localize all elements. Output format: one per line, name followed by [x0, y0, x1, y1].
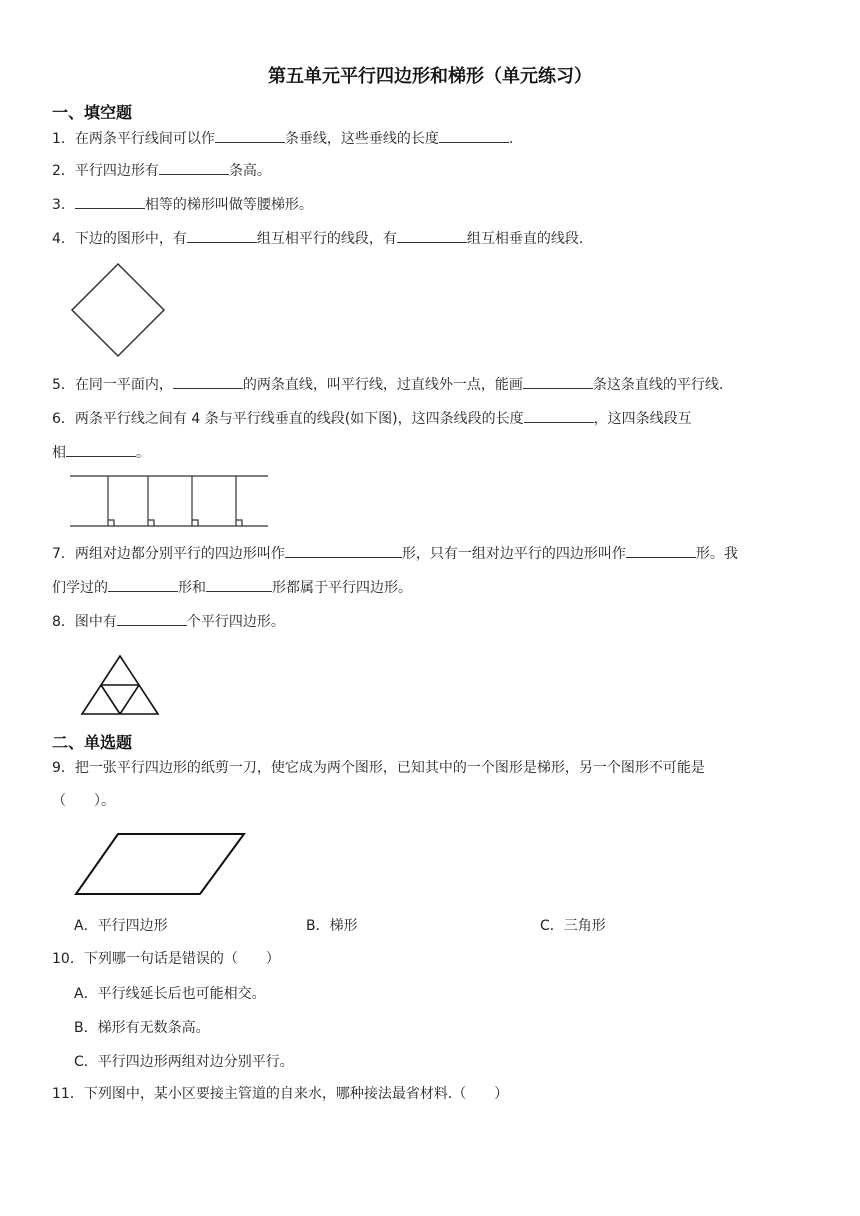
q9-option-c[interactable]: C．三角形 — [540, 918, 606, 934]
q4-blank-1[interactable] — [187, 228, 257, 243]
question-7-continued — [52, 577, 412, 598]
q4-text-c: 组互相垂直的线段. — [466, 231, 584, 247]
q5-blank-2[interactable] — [523, 374, 593, 389]
q7-text-d: 们学过的 — [52, 580, 108, 596]
q1-text-b: 条垂线，这些垂线的长度 — [284, 131, 439, 147]
question-3 — [52, 194, 313, 215]
question-10: 10．下列哪一句话是错误的（ ） — [52, 951, 280, 967]
q6-blank-1[interactable] — [524, 408, 594, 423]
q8-text-a: 8．图中有 — [52, 614, 117, 630]
question-11: 11．下列图中，某小区要接主管道的自来水，哪种接法最省材料.（ ） — [52, 1086, 509, 1102]
q8-blank-1[interactable] — [117, 611, 187, 626]
q6-text-a: 6．两条平行线之间有 4 条与平行线垂直的线段(如下图)，这四条线段的长度 — [52, 411, 524, 427]
q6-blank-2[interactable] — [66, 442, 136, 457]
question-9-paren: （ ）。 — [52, 793, 115, 809]
q4-text-b: 组互相平行的线段，有 — [256, 231, 397, 247]
question-5 — [52, 374, 723, 395]
q2-blank-1[interactable] — [159, 160, 229, 175]
section-single-choice: 二、单选题 — [52, 733, 133, 752]
q1-text-c: . — [508, 131, 514, 147]
q8-text-b: 个平行四边形。 — [186, 614, 285, 630]
q2-text-a: 2．平行四边形有 — [52, 163, 159, 179]
q2-text-b: 条高。 — [228, 163, 271, 179]
square-diagram — [66, 260, 170, 360]
q7-blank-2[interactable] — [626, 543, 696, 558]
q5-blank-1[interactable] — [173, 374, 243, 389]
parallel-lines-diagram — [70, 470, 272, 532]
page-title: 第五单元平行四边形和梯形（单元练习） — [268, 66, 592, 87]
q3-blank-1[interactable] — [75, 194, 145, 209]
q7-blank-1[interactable] — [285, 543, 402, 558]
q7-text-b: 形，只有一组对边平行的四边形叫作 — [401, 546, 626, 562]
q3-text-a: 3． — [52, 197, 75, 213]
q7-text-f: 形都属于平行四边形。 — [272, 580, 412, 596]
q7-blank-4[interactable] — [206, 577, 272, 592]
section-fill-in-blank: 一、填空题 — [52, 103, 133, 122]
question-1 — [52, 128, 513, 149]
q7-blank-3[interactable] — [108, 577, 178, 592]
q7-text-e: 形和 — [178, 580, 206, 596]
triangle-figure — [80, 652, 162, 718]
q6-text-b: ，这四条线段互 — [593, 411, 692, 427]
q10-option-a[interactable]: A．平行线延长后也可能相交。 — [74, 986, 266, 1002]
question-2 — [52, 160, 271, 181]
question-4 — [52, 228, 583, 249]
q9-option-a[interactable]: A．平行四边形 — [74, 918, 168, 934]
q5-text-b: 的两条直线，叫平行线，过直线外一点，能画 — [242, 377, 523, 393]
q10-option-c[interactable]: C．平行四边形两组对边分别平行。 — [74, 1054, 294, 1070]
q4-text-a: 4．下边的图形中，有 — [52, 231, 187, 247]
q1-blank-1[interactable] — [215, 128, 285, 143]
question-7 — [52, 543, 738, 564]
q7-text-c: 形。我 — [695, 546, 738, 562]
q6-text-c: 相 — [52, 445, 66, 461]
q1-text-a: 1．在两条平行线间可以作 — [52, 131, 215, 147]
parallelogram-diagram — [72, 830, 250, 900]
q5-text-c: 条这条直线的平行线. — [592, 377, 724, 393]
q4-blank-2[interactable] — [397, 228, 467, 243]
q9-option-b[interactable]: B．梯形 — [306, 918, 358, 934]
question-9: 9．把一张平行四边形的纸剪一刀，使它成为两个图形，已知其中的一个图形是梯形，另一个图形不可能是 — [52, 760, 705, 776]
q6-text-d: 。 — [136, 445, 150, 461]
q5-text-a: 5．在同一平面内， — [52, 377, 173, 393]
question-6 — [52, 408, 692, 429]
question-6-continued — [52, 442, 150, 463]
q1-blank-2[interactable] — [439, 128, 509, 143]
q10-option-b[interactable]: B．梯形有无数条高。 — [74, 1020, 210, 1036]
q3-text-b: 相等的梯形叫做等腰梯形。 — [144, 197, 313, 213]
q7-text-a: 7．两组对边都分别平行的四边形叫作 — [52, 546, 285, 562]
question-8 — [52, 611, 285, 632]
